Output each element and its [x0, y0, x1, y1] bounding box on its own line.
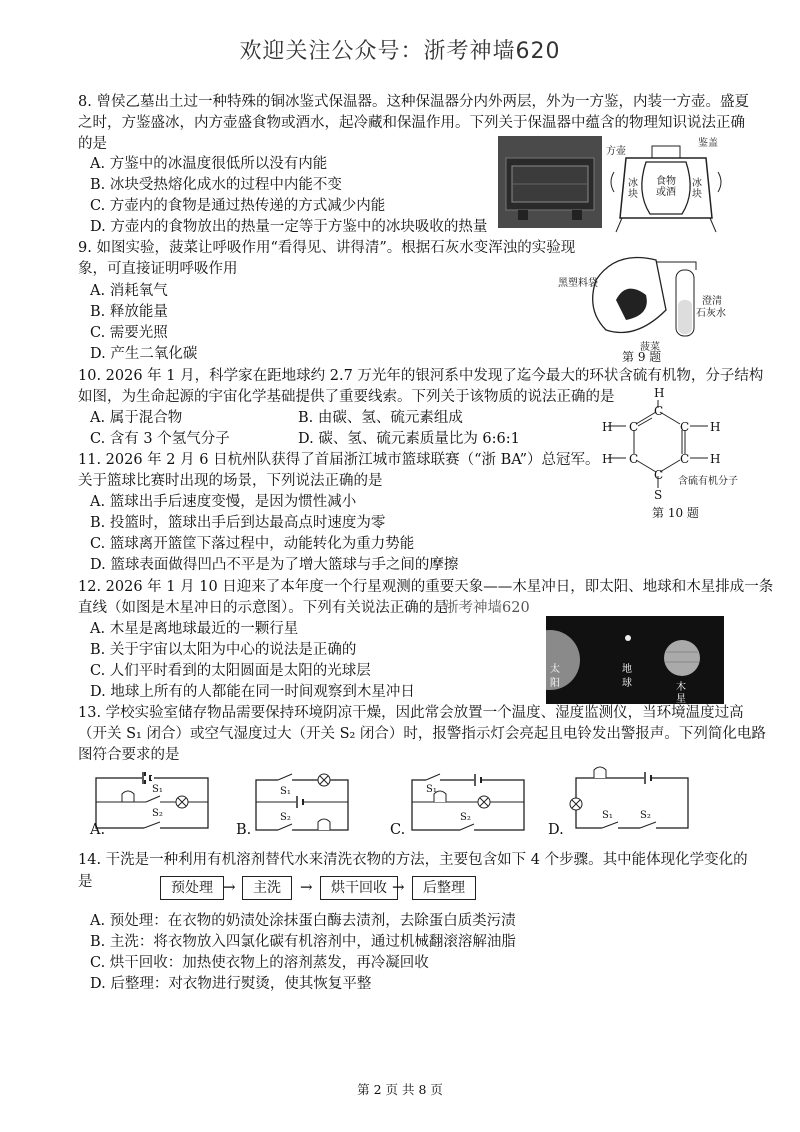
circuit-d[interactable]: [568, 762, 694, 836]
q11-option-d[interactable]: D. 篮球表面做得凹凸不平是为了增大篮球与手之间的摩擦: [90, 557, 459, 573]
circuit-c-s2: S₂: [460, 812, 471, 823]
label-black-bag: 黑塑料袋: [558, 278, 598, 289]
atom-c-left1: C: [629, 420, 639, 434]
circuit-d-label[interactable]: D.: [548, 822, 564, 838]
atom-h-top: H: [654, 386, 665, 400]
q8-option-a[interactable]: A. 方鉴中的冰温度很低所以没有内能: [90, 156, 328, 172]
arrow-icon: →: [223, 878, 236, 896]
q9-option-a[interactable]: A. 消耗氧气: [90, 283, 168, 299]
circuit-c-s1: S₁: [426, 784, 437, 795]
spinach-experiment-diagram: [556, 240, 732, 358]
label-sun-2: 阳: [550, 678, 560, 689]
circuit-a-icon: [92, 770, 212, 836]
atom-h-left2: H: [602, 452, 613, 466]
circuit-b-s1: S₁: [280, 786, 291, 797]
label-jiangai: 鉴盖: [698, 138, 718, 149]
label-earth-1: 地: [622, 664, 632, 675]
q12-option-b[interactable]: B. 关于宇宙以太阳为中心的说法是正确的: [90, 642, 357, 658]
circuit-d-s1: S₁: [602, 810, 613, 821]
jupiter-opposition-photo: [546, 616, 724, 704]
q8-line2: 之时，方鉴盛冰，内方壶盛食物或酒水，起冷藏和保温作用。下列关于保温器中蕴含的物理知识说法正确: [78, 115, 745, 131]
arrow-icon: →: [392, 878, 405, 896]
atom-h-right2: H: [710, 452, 721, 466]
q11-line1: 11. 2026 年 2 月 6 日杭州队获得了首届浙江城市篮球联赛（“浙 BA”）总冠军。: [78, 452, 600, 468]
label-sun-1: 太: [550, 664, 560, 675]
label-lime-1: 澄清: [702, 296, 722, 307]
circuit-d-s2: S₂: [640, 810, 651, 821]
q13-line1: 13. 学校实验室储存物品需要保持环境阴凉干燥，因此常会放置一个温度、湿度监测仪，当环境温度过高: [78, 705, 744, 721]
q10-option-d[interactable]: D. 碳、氢、硫元素质量比为 6:6:1: [298, 431, 520, 447]
label-lime-2: 石灰水: [696, 308, 726, 319]
q9-line2: 象，可直接证明呼吸作用: [78, 261, 238, 277]
q12-option-d[interactable]: D. 地球上所有的人都能在同一时间观察到木星冲日: [90, 684, 415, 700]
circuit-a-label[interactable]: A.: [90, 822, 106, 838]
q14-line2: 是: [78, 874, 93, 890]
q9-line1: 9. 如图实验，菠菜让呼吸作用“看得见、讲得清”。根据石灰水变浑浊的实验现: [78, 240, 576, 256]
circuit-b-icon: [252, 770, 352, 836]
bronze-vessel-photo: [498, 136, 602, 228]
q12-option-c[interactable]: C. 人们平时看到的太阳圆面是太阳的光球层: [90, 663, 371, 679]
atom-c-bottom: C: [654, 468, 664, 482]
q11-option-b[interactable]: B. 投篮时，篮球出手后到达最高点时速度为零: [90, 515, 386, 531]
q11-option-a[interactable]: A. 篮球出手后速度变慢，是因为惯性减小: [90, 494, 357, 510]
molecule-label: 含硫有机分子: [678, 476, 738, 487]
circuit-c[interactable]: [408, 770, 528, 836]
atom-h-left1: H: [602, 420, 613, 434]
atom-c-right1: C: [680, 420, 690, 434]
q14-line1: 14. 干洗是一种利用有机溶剂替代水来清洗衣物的方法，主要包含如下 4 个步骤。其中能体现化学变化的: [78, 852, 748, 868]
circuit-c-label[interactable]: C.: [390, 822, 406, 838]
circuit-c-icon: [408, 770, 528, 836]
circuit-b[interactable]: [252, 770, 352, 836]
q9-caption: 第 9 题: [622, 350, 662, 364]
circuit-b-s2: S₂: [280, 812, 291, 823]
q14-option-d[interactable]: D. 后整理：对衣物进行熨烫，使其恢复平整: [90, 976, 372, 992]
q12-line2: 直线（如图是木星冲日的示意图）。下列有关说法正确的是: [78, 600, 448, 616]
q8-line3: 的是: [78, 136, 107, 152]
q11-line2: 关于篮球比赛时出现的场景，下列说法正确的是: [78, 473, 383, 489]
q9-option-b[interactable]: B. 释放能量: [90, 304, 168, 320]
q8-option-c[interactable]: C. 方壶内的食物是通过热传递的方式减少内能: [90, 198, 386, 214]
atom-c-right2: C: [680, 452, 690, 466]
step-main-wash: 主洗: [242, 876, 292, 900]
circuit-a-s2: S₂: [152, 808, 163, 819]
q8-option-d[interactable]: D. 方壶内的食物放出的热量一定等于方鉴中的冰块吸收的热量: [90, 219, 488, 235]
q13-line2: （开关 S₁ 闭合）或空气湿度过大（开关 S₂ 闭合）时，报警指示灯会亮起且电铃发出警报声。下列简化电路: [78, 726, 766, 742]
q10-option-a[interactable]: A. 属于混合物: [90, 410, 183, 426]
q10-line1: 10. 2026 年 1 月，科学家在距地球约 2.7 万光年的银河系中发现了迄今最大的环状含硫有机物，分子结构: [78, 368, 764, 384]
label-ice-left: 冰块: [628, 178, 638, 200]
q8-option-b[interactable]: B. 冰块受热熔化成水的过程中内能不变: [90, 177, 342, 193]
watermark: 浙考神墙620: [444, 600, 530, 616]
arrow-icon: →: [300, 878, 313, 896]
ice-vessel-diagram: [606, 132, 726, 236]
q12-option-a[interactable]: A. 木星是离地球最近的一颗行星: [90, 621, 299, 637]
step-dry-recover: 烘干回收: [320, 876, 398, 900]
q13-line3: 图符合要求的是: [78, 747, 180, 763]
label-earth-2: 球: [622, 678, 632, 689]
q9-option-d[interactable]: D. 产生二氧化碳: [90, 346, 198, 362]
atom-h-right1: H: [710, 420, 721, 434]
atom-c-top: C: [654, 404, 664, 418]
page-footer: 第 2 页 共 8 页: [357, 1082, 443, 1097]
q14-option-a[interactable]: A. 预处理：在衣物的奶渍处涂抹蛋白酶去渍剂，去除蛋白质类污渍: [90, 913, 516, 929]
q9-option-c[interactable]: C. 需要光照: [90, 325, 168, 341]
label-food: 食物或酒: [656, 176, 676, 198]
circuit-d-icon: [568, 762, 694, 836]
circuit-a-s1: S₁: [152, 784, 163, 795]
step-pretreatment: 预处理: [160, 876, 224, 900]
label-fanghu: 方壶: [606, 146, 626, 157]
q14-option-b[interactable]: B. 主洗：将衣物放入四氯化碳有机溶剂中，通过机械翻滚溶解油脂: [90, 934, 516, 950]
q10-option-b[interactable]: B. 由碳、氢、硫元素组成: [298, 410, 463, 426]
page-header: 欢迎关注公众号：浙考神墙620: [239, 39, 561, 64]
q8-line1: 8. 曾侯乙墓出土过一种特殊的铜冰鉴式保温器。这种保温器分内外两层，外为一方鉴，内装一方壶。盛夏: [78, 94, 749, 110]
q12-line1: 12. 2026 年 1 月 10 日迎来了本年度一个行星观测的重要天象——木星冲日，即太阳、地球和木星排成一条: [78, 579, 774, 595]
q14-option-c[interactable]: C. 烘干回收：加热使衣物上的溶剂蒸发，再冷凝回收: [90, 955, 429, 971]
label-spinach: 菠菜: [640, 342, 660, 353]
label-jupiter-2: 星: [676, 694, 686, 705]
q11-option-c[interactable]: C. 篮球离开篮筐下落过程中，动能转化为重力势能: [90, 536, 415, 552]
label-jupiter-1: 木: [676, 682, 686, 693]
atom-s: S: [654, 488, 663, 502]
q10-caption: 第 10 题: [652, 506, 699, 520]
molecule-structure-diagram: [602, 386, 742, 502]
q10-option-c[interactable]: C. 含有 3 个氢气分子: [90, 431, 230, 447]
label-ice-right: 冰块: [692, 178, 702, 200]
circuit-b-label[interactable]: B.: [236, 822, 252, 838]
bronze-vessel-icon: [498, 136, 602, 228]
q10-line2: 如图，为生命起源的宇宙化学基础提供了重要线索。下列关于该物质的说法正确的是: [78, 389, 615, 405]
circuit-a[interactable]: [92, 770, 212, 836]
atom-c-left2: C: [629, 452, 639, 466]
step-finishing: 后整理: [412, 876, 476, 900]
